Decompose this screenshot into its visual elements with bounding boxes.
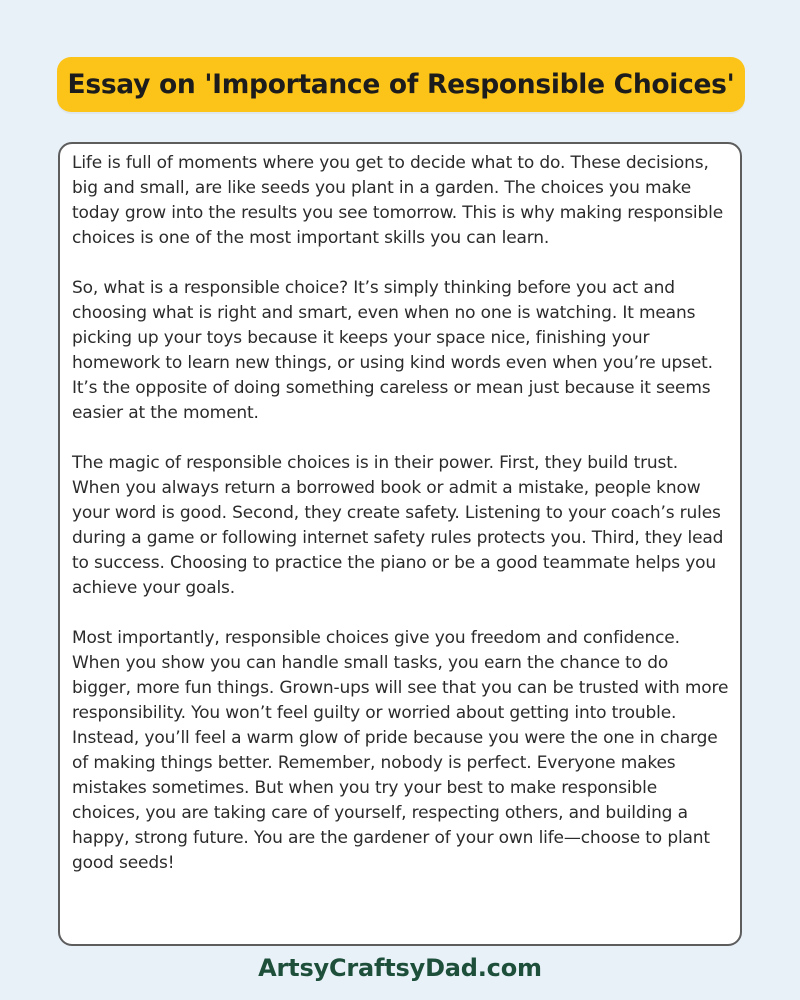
essay-box [58, 142, 742, 946]
page-title: Essay on 'Importance of Responsible Choices' [67, 69, 735, 100]
essay-paragraph-4: Most importantly, responsible choices give you freedom and confidence. When you show you can handle small tasks, you earn the chance to do bigger, more fun things. Grown-ups will see that you can be trusted with more responsibility. You won’t feel guilty or worried about getting into trouble. Instead, you’ll feel a warm glow of pride because you were the one in charge of making things better. Remember, nobody is perfect. Everyone makes mistakes sometimes. But when you try your best to make responsible choices, you are taking care of yourself, respecting others, and building a happy, strong future. You are the gardener of your own life—choose to plant good seeds! [72, 628, 729, 873]
essay-paragraph-3: The magic of responsible choices is in their power. First, they build trust. When you always return a borrowed book or admit a mistake, people know your word is good. Second, they create safety. Listening to your coach’s rules during a game or following internet safety rules protects you. Third, they lead to success. Choosing to practice the piano or be a good teammate helps you achieve your goals. [72, 453, 724, 598]
essay-paragraph-1: Life is full of moments where you get to decide what to do. These decisions, big and small, are like seeds you plant in a garden. The choices you make today grow into the results you see tomorrow. This is why making responsible choices is one of the most important skills you can learn. [72, 153, 724, 248]
title-banner [57, 57, 745, 112]
essay-paragraph-2: So, what is a responsible choice? It’s simply thinking before you act and choosing what is right and smart, even when no one is watching. It means picking up your toys because it keeps your space nice, finishing your homework to learn new things, or using kind words even when you’re upset. It’s the opposite of doing something careless or mean just because it seems easier at the moment. [72, 278, 713, 423]
site-watermark: ArtsyCraftsyDad.com [258, 954, 542, 982]
